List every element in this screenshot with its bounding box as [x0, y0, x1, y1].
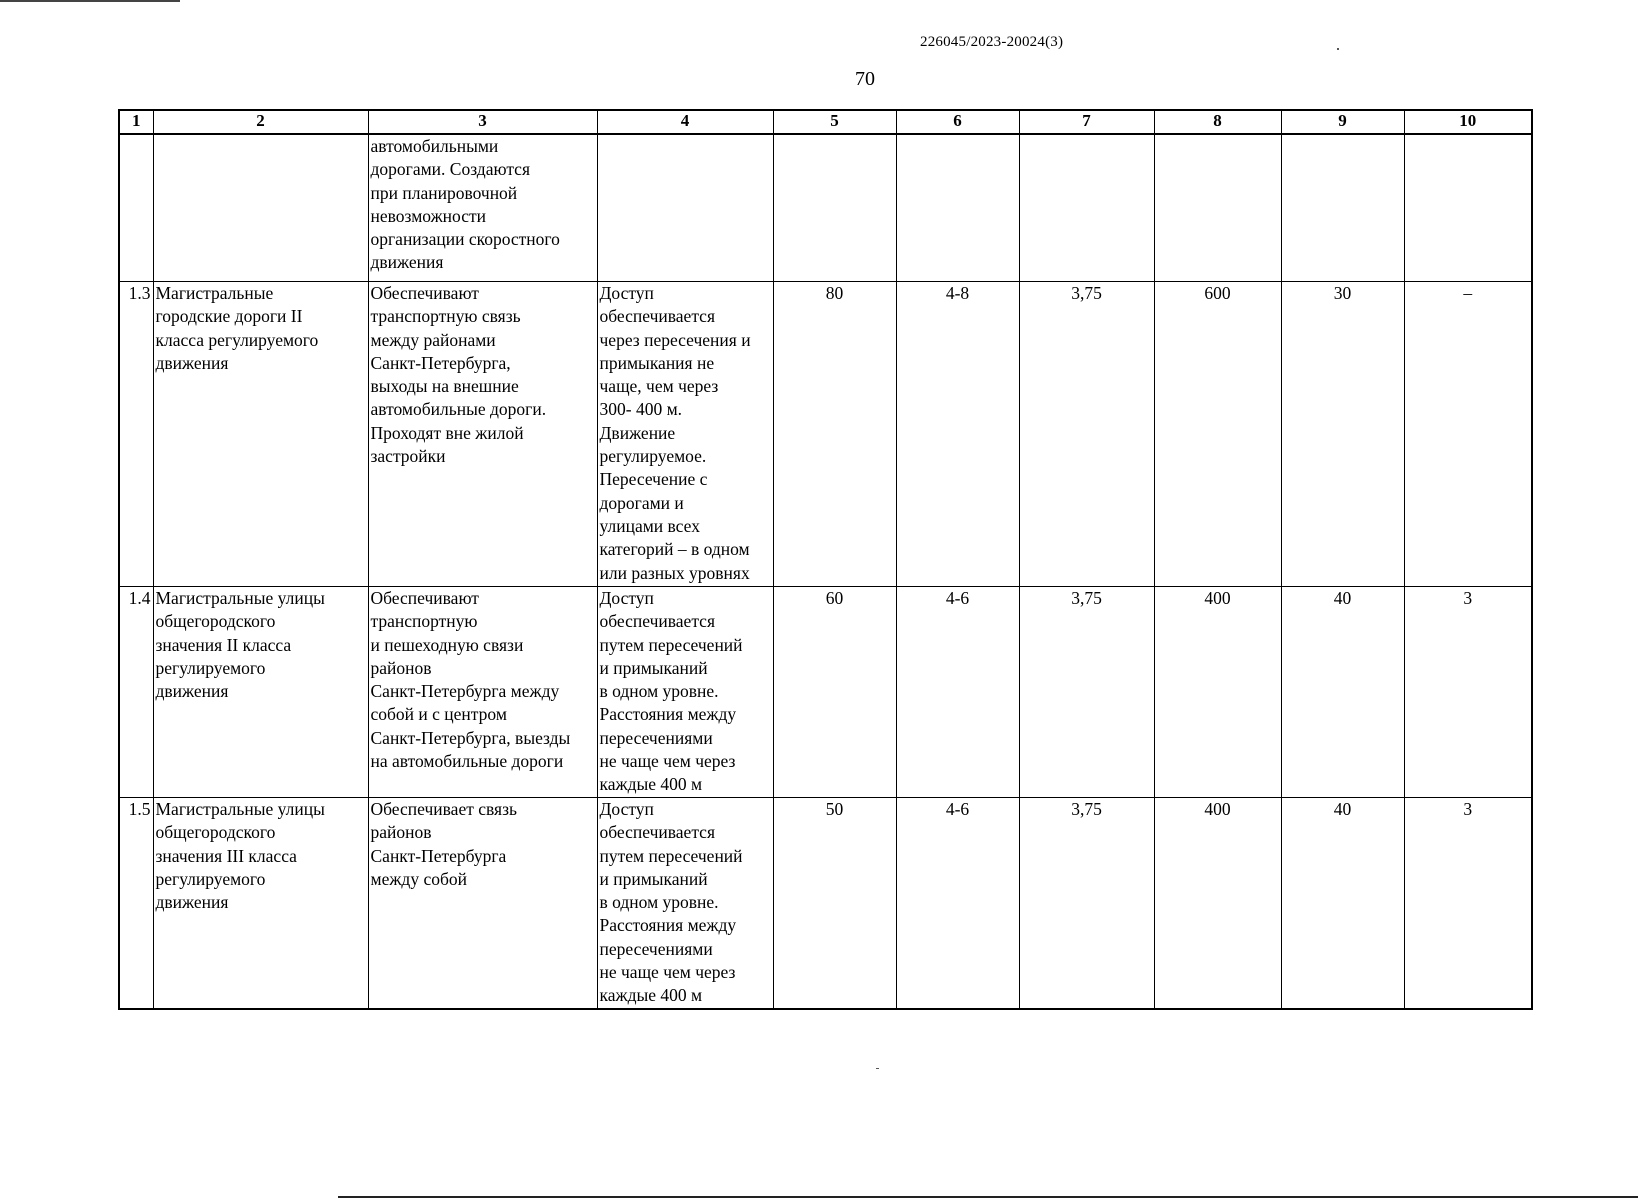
table-header-row — [119, 110, 1532, 134]
cell-col-6 — [896, 134, 1019, 282]
row-number: 1.3 — [119, 282, 153, 587]
cell-col-8 — [1154, 134, 1281, 282]
road-purpose: Обеспечивают транспортную связь между районами Санкт-Петербурга, выходы на внешние автомобильные дороги. Проходят вне жилой застройки — [368, 282, 597, 587]
column-header-4: 4 — [597, 110, 773, 134]
cell-col-10: 3 — [1404, 798, 1532, 1010]
column-header-8: 8 — [1154, 110, 1281, 134]
road-category: Магистральные городские дороги II класса регулируемого движения — [153, 282, 368, 587]
scan-edge-line-top — [0, 0, 180, 2]
cell-col-7: 3,75 — [1019, 798, 1154, 1010]
scan-edge-line-bottom — [338, 1196, 1638, 1198]
cell-col-9: 40 — [1281, 798, 1404, 1010]
road-category — [153, 134, 368, 282]
cell-col-7 — [1019, 134, 1154, 282]
column-header-9: 9 — [1281, 110, 1404, 134]
cell-col-10: – — [1404, 282, 1532, 587]
column-header-6: 6 — [896, 110, 1019, 134]
cell-col-5: 50 — [773, 798, 896, 1010]
scan-speck — [876, 1068, 879, 1069]
access-conditions: Доступ обеспечивается через пересечения и примыкания не чаще, чем через 300- 400 м. Движение регулируемое. Пересечение с дорогами и улицами всех категорий – в одном или разных уровнях — [597, 282, 773, 587]
column-header-1: 1 — [119, 110, 153, 134]
cell-col-8: 400 — [1154, 798, 1281, 1010]
access-conditions — [597, 134, 773, 282]
cell-col-9: 40 — [1281, 587, 1404, 798]
road-classification-table — [118, 109, 1533, 1010]
cell-col-6: 4-6 — [896, 798, 1019, 1010]
cell-col-6: 4-6 — [896, 587, 1019, 798]
column-header-3: 3 — [368, 110, 597, 134]
row-number: 1.5 — [119, 798, 153, 1010]
road-purpose: Обеспечивает связь районов Санкт-Петербурга между собой — [368, 798, 597, 1010]
road-purpose: автомобильными дорогами. Создаются при планировочной невозможности организации скоростного движения — [368, 134, 597, 282]
access-conditions: Доступ обеспечивается путем пересечений и примыканий в одном уровне. Расстояния между пересечениями не чаще чем через каждые 400 м — [597, 798, 773, 1010]
table-row — [119, 282, 1532, 587]
road-purpose: Обеспечивают транспортную и пешеходную связи районов Санкт-Петербурга между собой и с центром Санкт-Петербурга, выезды на автомобильные дороги — [368, 587, 597, 798]
cell-col-5: 80 — [773, 282, 896, 587]
cell-col-5: 60 — [773, 587, 896, 798]
column-header-7: 7 — [1019, 110, 1154, 134]
cell-col-7: 3,75 — [1019, 587, 1154, 798]
table-row — [119, 134, 1532, 282]
table-row — [119, 587, 1532, 798]
document-number: 226045/2023-20024(3) — [920, 34, 1064, 50]
cell-col-9: 30 — [1281, 282, 1404, 587]
road-category: Магистральные улицы общегородского значения II класса регулируемого движения — [153, 587, 368, 798]
cell-col-6: 4-8 — [896, 282, 1019, 587]
scan-speck — [1337, 48, 1339, 50]
road-category: Магистральные улицы общегородского значения III класса регулируемого движения — [153, 798, 368, 1010]
column-header-5: 5 — [773, 110, 896, 134]
column-header-10: 10 — [1404, 110, 1532, 134]
cell-col-8: 600 — [1154, 282, 1281, 587]
column-header-2: 2 — [153, 110, 368, 134]
cell-col-10: 3 — [1404, 587, 1532, 798]
table-row — [119, 798, 1532, 1010]
cell-col-7: 3,75 — [1019, 282, 1154, 587]
cell-col-10 — [1404, 134, 1532, 282]
cell-col-5 — [773, 134, 896, 282]
page-number: 70 — [855, 68, 875, 90]
row-number — [119, 134, 153, 282]
cell-col-8: 400 — [1154, 587, 1281, 798]
cell-col-9 — [1281, 134, 1404, 282]
row-number: 1.4 — [119, 587, 153, 798]
access-conditions: Доступ обеспечивается путем пересечений и примыканий в одном уровне. Расстояния между пересечениями не чаще чем через каждые 400 м — [597, 587, 773, 798]
